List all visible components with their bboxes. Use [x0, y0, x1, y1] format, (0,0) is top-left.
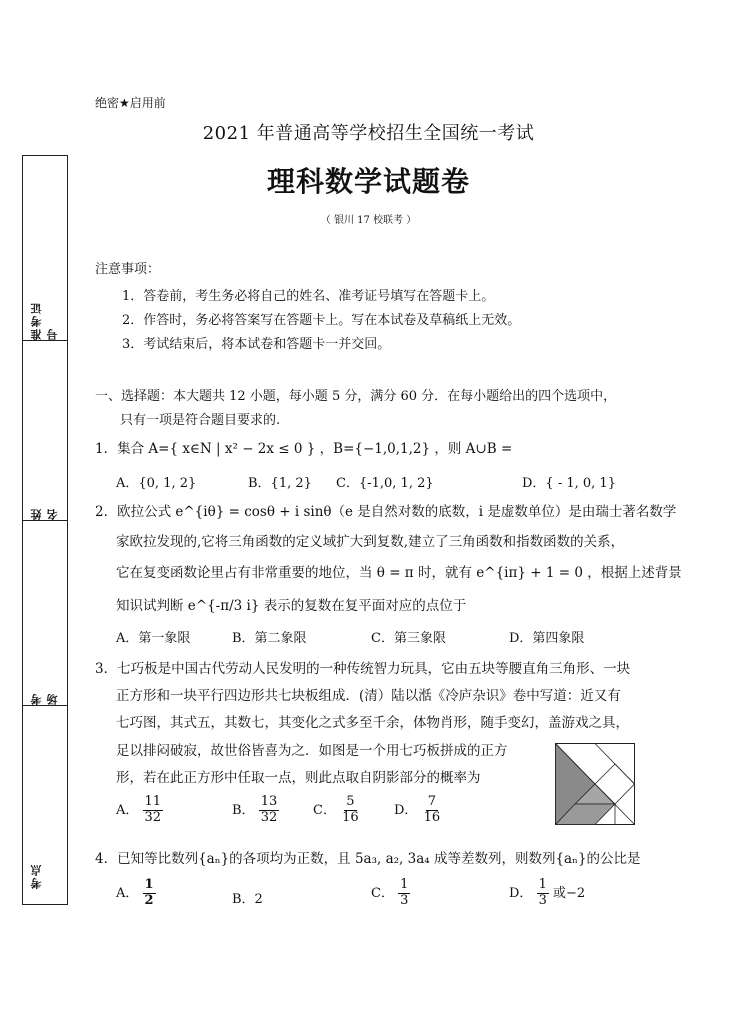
fraction-denominator: 3	[400, 892, 409, 908]
q3-option-b	[232, 795, 279, 826]
question-3-line: 正方形和一块平行四边形共七块板组成．(清）陆以湉《冷庐杂识》卷中写道：近又有	[116, 688, 621, 704]
room-box	[23, 521, 67, 706]
question-4: 4．已知等比数列{aₙ}的各项均为正数，且 5a₃, a₂, 3a₄ 成等差数列，则数列{aₙ}的公比是	[95, 851, 641, 867]
q3-option-a-label: A．	[116, 802, 139, 818]
q2-option-b: B．第二象限	[232, 631, 307, 646]
question-2-line: 2．欧拉公式 e^{iθ} = cosθ + i sinθ（e 是自然对数的底数，i 是虚数单位）是由瑞士著名数学	[95, 504, 677, 520]
question-3-line: 七巧图，其式五，其数七，其变化之式多至千余，体物肖形，随手变幻，盖游戏之具，	[116, 715, 629, 731]
note-item: 3．考试结束后，将本试卷和答题卡一并交回。	[122, 337, 391, 352]
q1-option-d: D．{ - 1, 0, 1}	[522, 476, 616, 491]
q3-option-d-label: D．	[394, 802, 418, 818]
section-heading-cont: 只有一项是符合题目要求的.	[120, 413, 281, 428]
question-3-line: 形，若在此正方形中任取一点，则此点取自阴影部分的概率为	[116, 770, 481, 786]
exam-title: 2021 年普通高等学校招生全国统一考试	[202, 123, 535, 144]
q2-option-c: C．第三象限	[371, 631, 446, 646]
q4-option-c-label: C．	[371, 885, 394, 901]
site-box	[23, 706, 67, 904]
note-item: 1．答卷前，考生务必将自己的姓名、准考证号填写在答题卡上。	[122, 289, 495, 304]
question-2-line: 知识试判断 e^{-π/3 i} 表示的复数在复平面对应的点位于	[116, 598, 467, 614]
fraction-denominator: 32	[260, 809, 278, 825]
fraction-denominator: 32	[144, 809, 162, 825]
fraction-numerator: 11	[144, 794, 162, 809]
note-item: 2．作答时，务必将答案写在答题卡上。写在本试卷及草稿纸上无效。	[122, 313, 521, 328]
paper-title: 理科数学试题卷	[266, 165, 470, 198]
q3-option-a	[116, 795, 163, 826]
fraction-numerator: 1	[144, 877, 154, 892]
section-heading: 一、选择题：本大题共 12 小题，每小题 5 分，满分 60 分．在每小题给出的四个选项中，	[95, 389, 617, 404]
q2-option-d: D．第四象限	[509, 631, 585, 646]
fraction-numerator: 1	[400, 877, 409, 892]
question-3-line: 足以排闷破寂，故世俗皆喜为之．如图是一个用七巧板拼成的正方	[116, 743, 508, 759]
fraction-numerator: 7	[427, 794, 436, 809]
q4-option-a-label: A．	[116, 885, 139, 901]
q3-option-c-label: C．	[313, 802, 336, 818]
name-box	[23, 341, 67, 521]
question-2-line: 它在复变函数论里占有非常重要的地位，当 θ = π 时，就有 e^{iπ} + 1 = 0 ，根据上述背景	[116, 565, 682, 581]
exam-source: （ 银川 17 校联考 ）	[320, 215, 417, 226]
q3-option-b-label: B．	[232, 802, 255, 818]
tangram-figure	[555, 743, 635, 825]
q4-option-d-label: D．	[509, 885, 533, 901]
q1-option-a: A．{0, 1, 2}	[116, 476, 197, 491]
fraction-denominator: 3	[538, 892, 547, 908]
admission-label: 准考证号	[30, 301, 59, 340]
binding-strip	[22, 155, 68, 905]
fraction-numerator: 5	[346, 794, 355, 809]
fraction-denominator: 16	[423, 809, 441, 825]
fraction-numerator: 13	[260, 794, 278, 809]
confidential-mark: 绝密★启用前	[95, 96, 166, 110]
q4-option-b: B．2	[232, 892, 263, 907]
fraction-numerator: 1	[538, 877, 547, 892]
room-label: 考场	[30, 692, 59, 705]
q1-option-c: C．{-1,0, 1, 2}	[336, 476, 434, 491]
question-3-line: 3．七巧板是中国古代劳动人民发明的一种传统智力玩具，它由五块等腰直角三角形、一块	[95, 661, 631, 677]
name-label: 姓名	[30, 507, 59, 520]
q1-option-b: B．{1, 2}	[248, 476, 312, 491]
q4-option-d-suffix: 或−2	[553, 885, 586, 901]
question-2-line: 家欧拉发现的,它将三角函数的定义域扩大到复数,建立了三角函数和指数函数的关系，	[116, 534, 625, 550]
question-1: 1．集合 A={ x∈N | x² − 2x ≤ 0 } ，B={−1,0,1,2} ，则 A∪B =	[95, 441, 513, 457]
q3-option-c	[313, 795, 361, 826]
q2-option-a: A．第一象限	[116, 631, 191, 646]
q4-option-a	[116, 878, 156, 909]
notes-heading: 注意事项：	[95, 262, 161, 277]
q4-option-d	[509, 878, 585, 909]
site-label: 考点	[30, 863, 43, 889]
fraction-denominator: 16	[342, 809, 359, 825]
q3-option-d	[394, 795, 442, 826]
fraction-denominator: 2	[144, 892, 154, 908]
q4-option-c	[371, 878, 410, 909]
